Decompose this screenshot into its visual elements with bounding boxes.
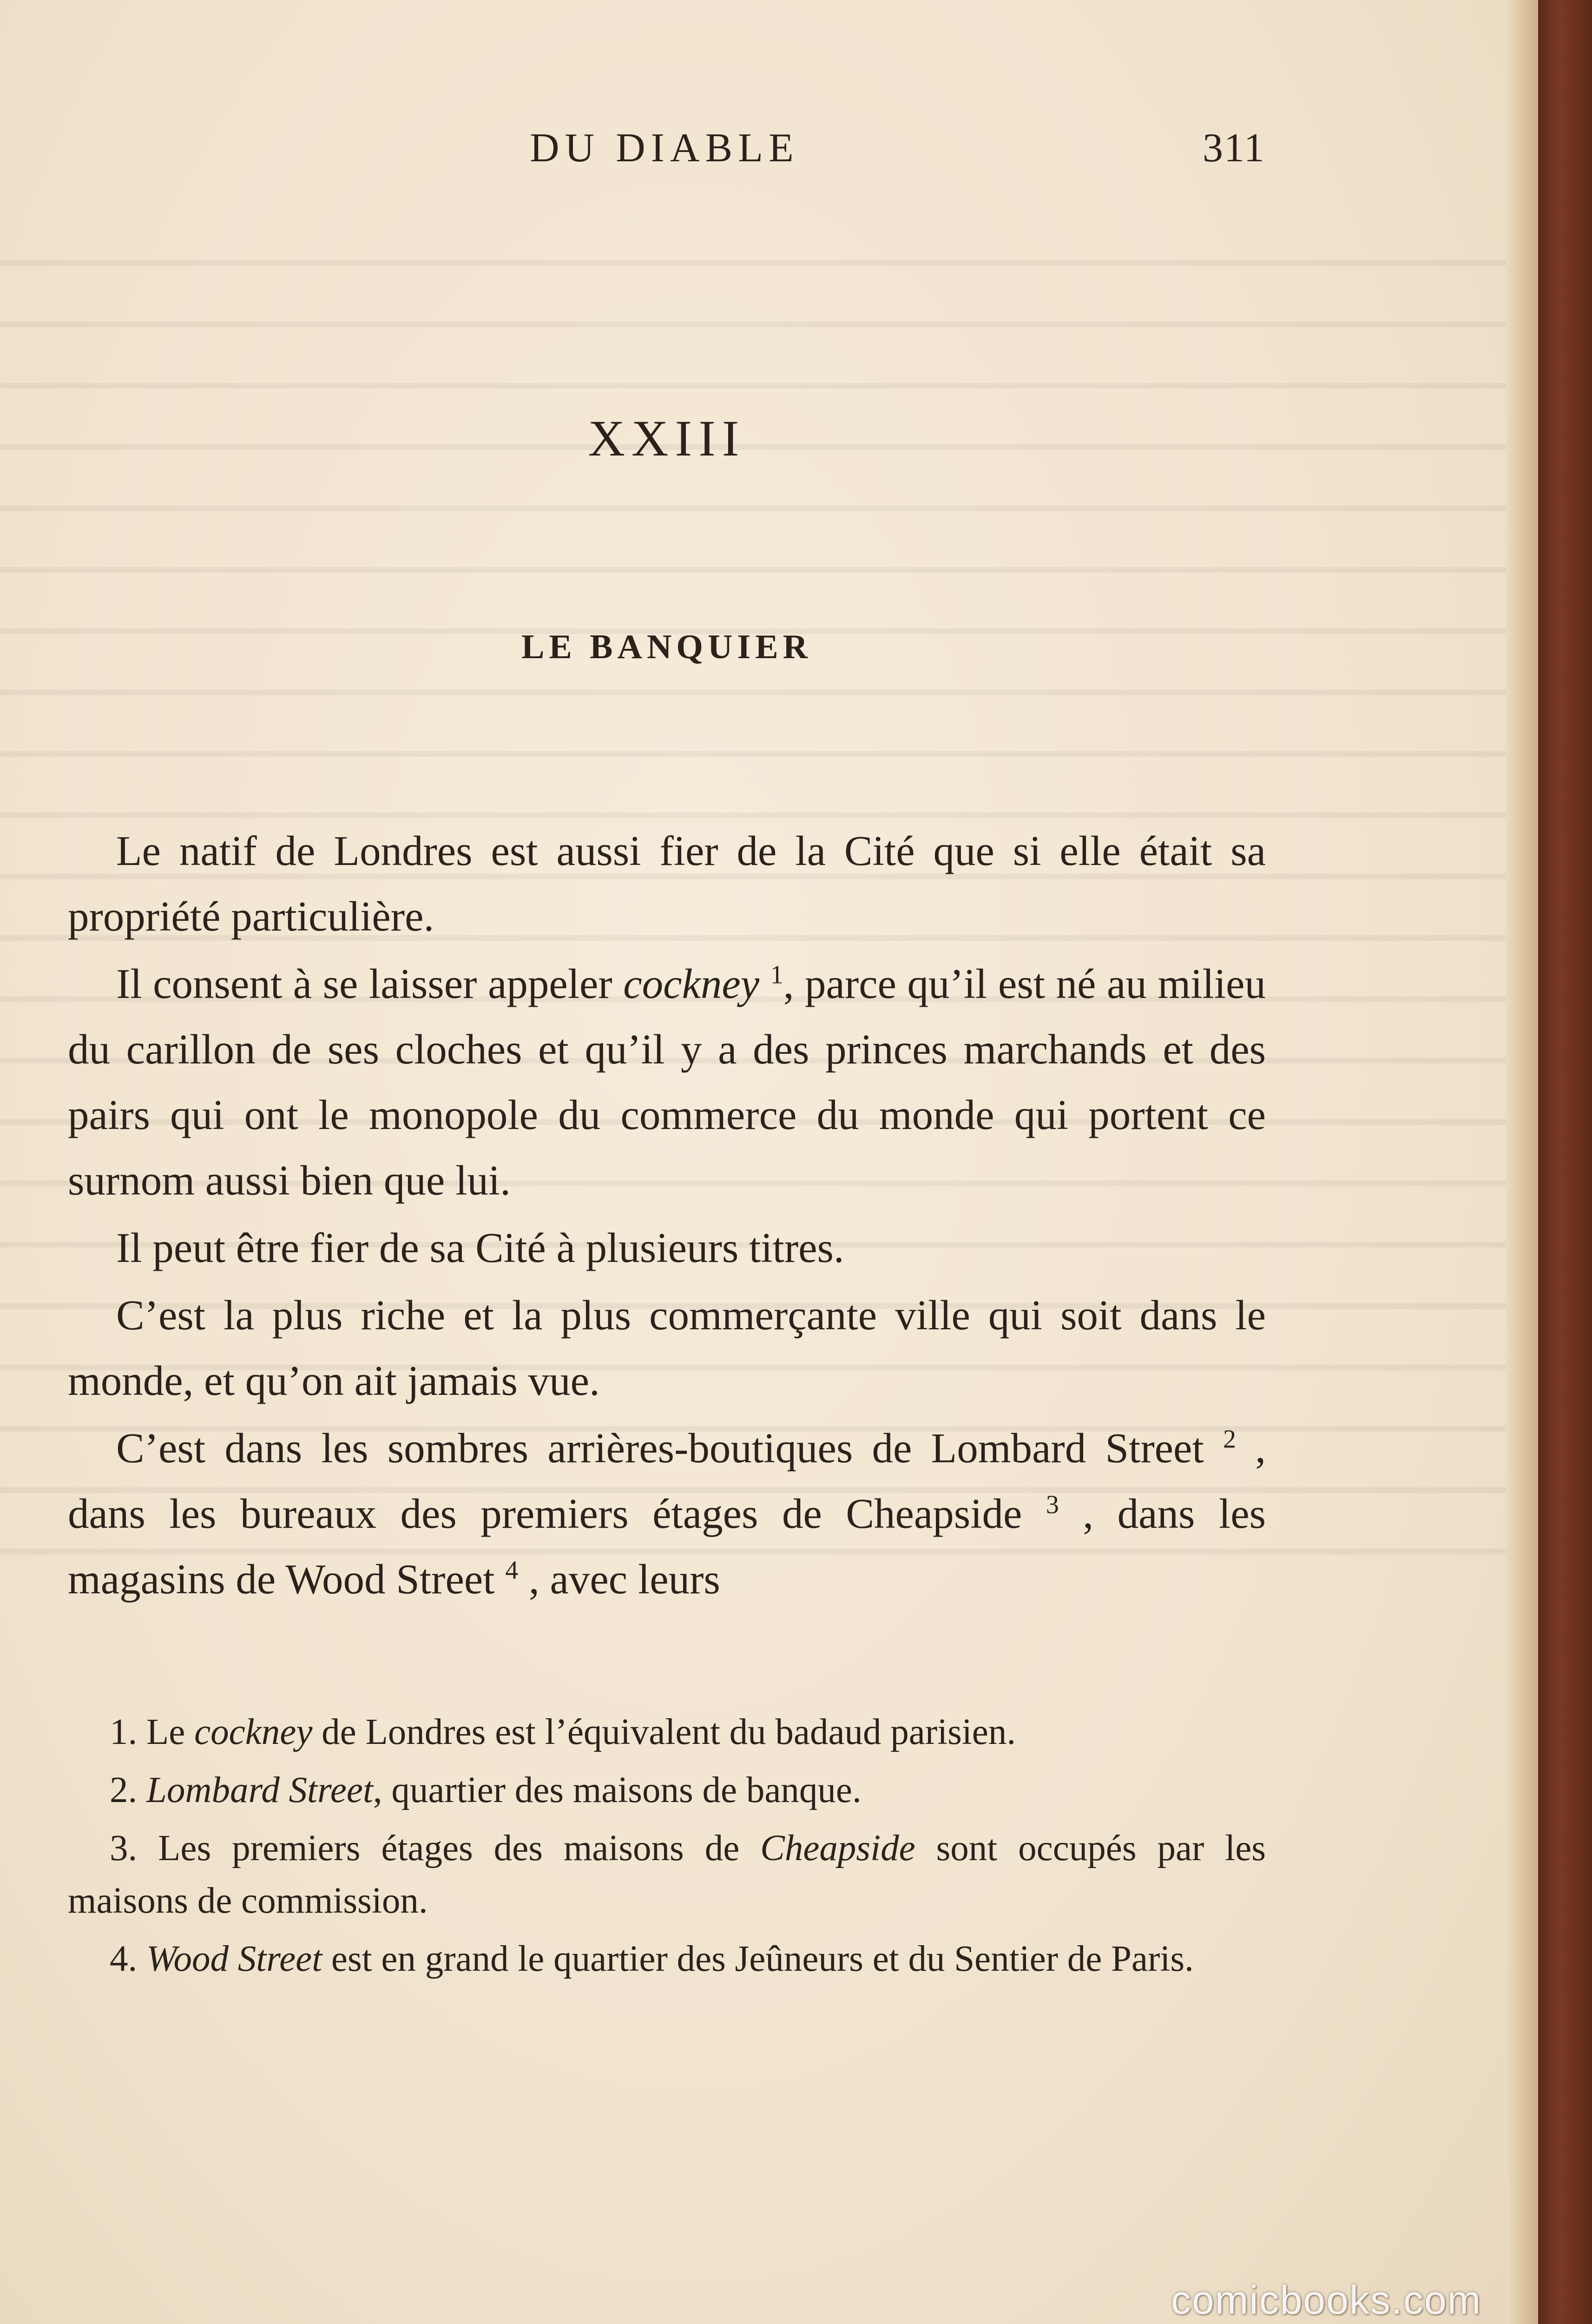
text-run: Le xyxy=(137,1712,195,1752)
footnote-3 xyxy=(68,1822,1266,1927)
paragraph-4: C’est la plus riche et la plus commerçante ville qui soit dans le monde, et qu’on ait jamais vue. xyxy=(68,1292,1266,1404)
italic-term: Cheapside xyxy=(760,1828,915,1868)
footnote-ref: 2 xyxy=(1223,1425,1236,1454)
footnote-2 xyxy=(68,1764,1266,1816)
footnote-1 xyxy=(68,1706,1266,1758)
chapter-number: XXIII xyxy=(588,410,746,467)
book-cover-edge xyxy=(1538,0,1592,2324)
text-run: de Londres est l’équivalent du badaud parisien. xyxy=(312,1712,1016,1752)
footnote-ref: 3 xyxy=(1046,1490,1059,1519)
footnote-ref: 4 xyxy=(505,1556,519,1585)
text-run: sont occupés par les maisons de commission. xyxy=(68,1828,1266,1921)
paragraph-1: Le natif de Londres est aussi fier de la Cité que si elle était sa propriété particulière. xyxy=(68,827,1266,940)
italic-term: cockney xyxy=(194,1712,313,1752)
footnote-number: 1. xyxy=(110,1712,138,1752)
chapter-title: LE BANQUIER xyxy=(521,628,813,666)
paragraph-2 xyxy=(68,951,1266,1213)
footnotes xyxy=(68,1706,1266,1991)
page-number: 311 xyxy=(1203,125,1265,171)
body-text xyxy=(68,818,1266,1614)
footnote-number: 4. xyxy=(110,1939,138,1979)
running-title: DU DIABLE xyxy=(530,125,799,171)
text-run: , quartier des maisons de banque. xyxy=(373,1770,862,1810)
text-run: , parce qu’il est né au milieu du carillon de ses cloches et qu’il y a des princes marchands et des pairs qui ont le monopole du commerce du monde qui portent ce surnom aussi bien que lui. xyxy=(68,960,1266,1204)
italic-term: Lombard Street xyxy=(137,1770,373,1810)
text-run: , dans les magasins de Wood Street xyxy=(68,1490,1266,1603)
footnote-number: 3. xyxy=(110,1828,138,1868)
text-run: Il consent à se laisser appeler xyxy=(116,960,624,1007)
page-edge xyxy=(1506,0,1538,2324)
text-run: , avec leurs xyxy=(518,1556,720,1603)
italic-term: cockney xyxy=(623,960,760,1007)
footnote-ref: 1 xyxy=(770,960,783,990)
paragraph-5 xyxy=(68,1415,1266,1612)
footnote-4 xyxy=(68,1933,1266,1985)
text-run: Les premiers étages des maisons de xyxy=(137,1828,761,1868)
text-run: C’est dans les sombres arrières-boutiques de Lombard Street xyxy=(116,1425,1223,1472)
italic-term: Wood Street xyxy=(137,1939,322,1979)
paragraph-3: Il peut être fier de sa Cité à plusieurs titres. xyxy=(116,1224,844,1271)
footnote-number: 2. xyxy=(110,1770,138,1810)
running-header xyxy=(0,125,1533,180)
watermark: comicbooks.com xyxy=(1171,2278,1482,2323)
text-run: , dans les bureaux des premiers étages de Cheapside xyxy=(68,1425,1266,1537)
text-run: est en grand le quartier des Jeûneurs et du Sentier de Paris. xyxy=(322,1939,1194,1979)
